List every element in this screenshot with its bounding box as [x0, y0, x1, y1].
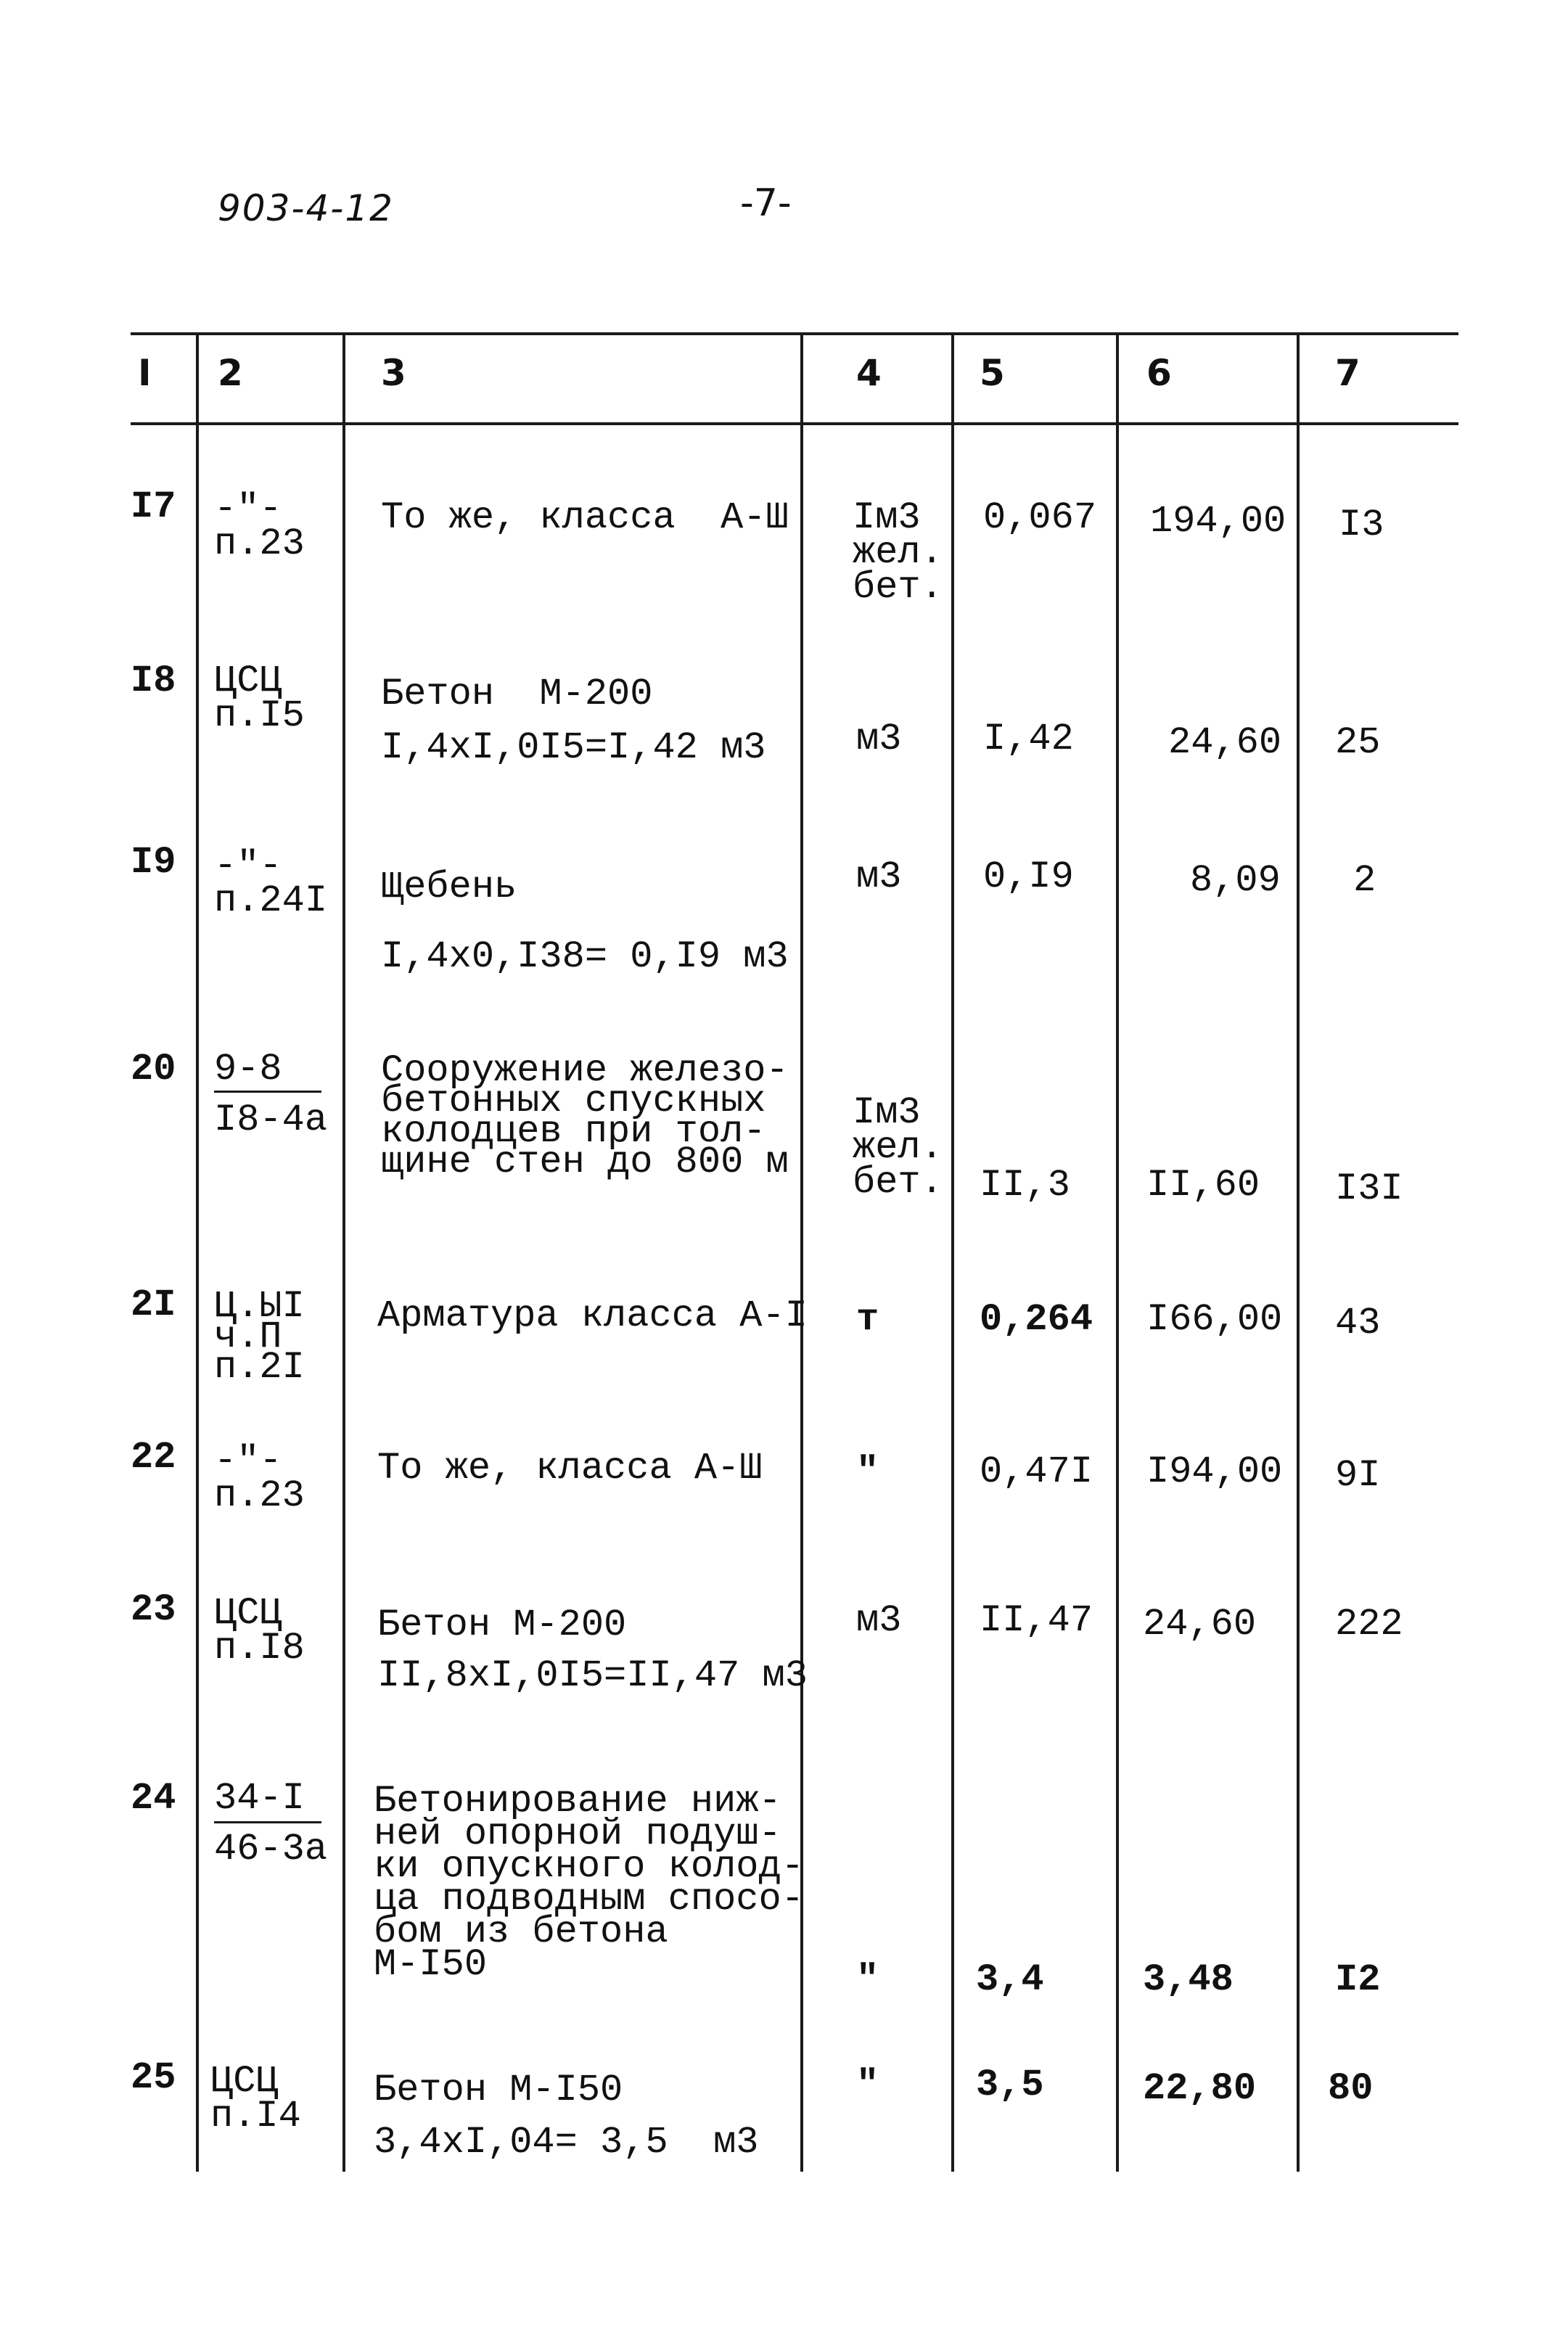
- unit-price: 22,80: [1143, 2067, 1257, 2110]
- unit: м3: [856, 718, 902, 760]
- norm-reference-numerator: 9-8: [214, 1048, 282, 1091]
- norm-reference-denominator: 46-3а: [214, 1828, 328, 1871]
- total-cost: 222: [1335, 1603, 1403, 1646]
- work-description: То же, класса А-Ш: [381, 496, 789, 539]
- column-header-3: 3: [381, 352, 406, 394]
- page-number: -7-: [740, 181, 792, 225]
- quantity: 3,4: [976, 1958, 1044, 2001]
- work-description: Бетон М-200 I,4хI,0I5=I,42 м3: [381, 673, 766, 769]
- quantity: 0,067: [983, 496, 1097, 539]
- unit-price: 194,00: [1150, 500, 1286, 543]
- total-cost: 25: [1335, 721, 1381, 764]
- norm-reference: ЦСЦ п.I4: [210, 2060, 301, 2138]
- unit: т: [856, 1298, 879, 1341]
- total-cost: 9I: [1335, 1454, 1381, 1497]
- row-number: 24: [131, 1777, 176, 1820]
- quantity: I,42: [983, 718, 1074, 760]
- column-divider-2: [342, 332, 345, 2172]
- column-header-1: I: [138, 352, 152, 394]
- column-header-7: 7: [1335, 352, 1360, 394]
- table-header-rule: [131, 422, 1458, 425]
- row-number: 25: [131, 2056, 176, 2099]
- norm-reference: -"- п.24I: [214, 845, 328, 922]
- row-number: 2I: [131, 1284, 176, 1326]
- column-header-6: 6: [1146, 352, 1172, 394]
- total-cost: 43: [1335, 1302, 1381, 1345]
- quantity: II,47: [980, 1599, 1093, 1642]
- norm-reference: -"- п.23: [214, 488, 305, 565]
- norm-reference-denominator: I8-4а: [214, 1099, 328, 1141]
- unit-price: I66,00: [1146, 1298, 1283, 1341]
- work-description: Бетон М-I50 3,4хI,04= 3,5 м3: [374, 2069, 759, 2164]
- quantity: 0,I9: [983, 855, 1074, 898]
- norm-reference: Ц.ЫI ч.П п.2I: [214, 1285, 305, 1389]
- fraction-bar: [214, 1821, 321, 1823]
- work-description: Щебень I,4х0,I38= 0,I9 м3: [381, 866, 789, 978]
- norm-reference: -"- п.23: [214, 1440, 305, 1517]
- work-description: Бетонирование ниж- ней опорной подуш- ки опускного колод- ца подводным спосо- бом из бетона М-I50: [374, 1780, 804, 1986]
- unit-price: 3,48: [1143, 1958, 1234, 2001]
- work-description: Арматура класса А-I: [377, 1294, 808, 1337]
- work-description: Бетон М-200 II,8хI,0I5=II,47 м3: [377, 1604, 808, 1697]
- unit: м3: [856, 1599, 902, 1642]
- row-number: 22: [131, 1436, 176, 1479]
- quantity: 0,47I: [980, 1450, 1093, 1493]
- unit-price: 8,09: [1190, 859, 1281, 902]
- quantity: 0,264: [980, 1298, 1093, 1341]
- norm-reference: ЦСЦ п.I5: [214, 660, 305, 737]
- fraction-bar: [214, 1091, 321, 1093]
- norm-reference-numerator: 34-I: [214, 1777, 305, 1820]
- unit-price: I94,00: [1146, 1450, 1283, 1493]
- unit-price: 24,60: [1168, 721, 1282, 764]
- total-cost: I2: [1335, 1958, 1381, 2001]
- unit-price: II,60: [1146, 1164, 1260, 1207]
- unit: ": [856, 2064, 879, 2106]
- row-number: I7: [131, 485, 176, 528]
- column-header-4: 4: [856, 352, 882, 394]
- unit: ": [856, 1450, 879, 1493]
- column-divider-5: [1116, 332, 1119, 2172]
- row-number: 20: [131, 1048, 176, 1091]
- column-divider-4: [951, 332, 954, 2172]
- page-code: 903-4-12: [218, 187, 394, 229]
- work-description: То же, класса А-Ш: [377, 1447, 763, 1490]
- quantity: 3,5: [976, 2064, 1044, 2106]
- unit: Iм3 жел. бет.: [853, 1091, 943, 1204]
- work-description: Сооружение железо- бетонных спускных колодцев при тол- щине стен до 800 м: [381, 1049, 789, 1183]
- table-top-rule: [131, 332, 1458, 335]
- column-header-2: 2: [218, 352, 243, 394]
- norm-reference: ЦСЦ п.I8: [214, 1592, 305, 1670]
- unit: Iм3 жел. бет.: [853, 496, 943, 609]
- unit: ": [856, 1958, 879, 2001]
- column-divider-1: [196, 332, 199, 2172]
- column-divider-6: [1297, 332, 1300, 2172]
- unit: м3: [856, 855, 902, 898]
- unit-price: 24,60: [1143, 1603, 1257, 1646]
- total-cost: I3I: [1335, 1167, 1403, 1210]
- total-cost: 80: [1328, 2067, 1374, 2110]
- row-number: I9: [131, 841, 176, 884]
- row-number: 23: [131, 1588, 176, 1631]
- quantity: II,3: [980, 1164, 1070, 1207]
- row-number: I8: [131, 660, 176, 702]
- column-header-5: 5: [980, 352, 1005, 394]
- total-cost: I3: [1339, 504, 1384, 546]
- total-cost: 2: [1353, 859, 1376, 902]
